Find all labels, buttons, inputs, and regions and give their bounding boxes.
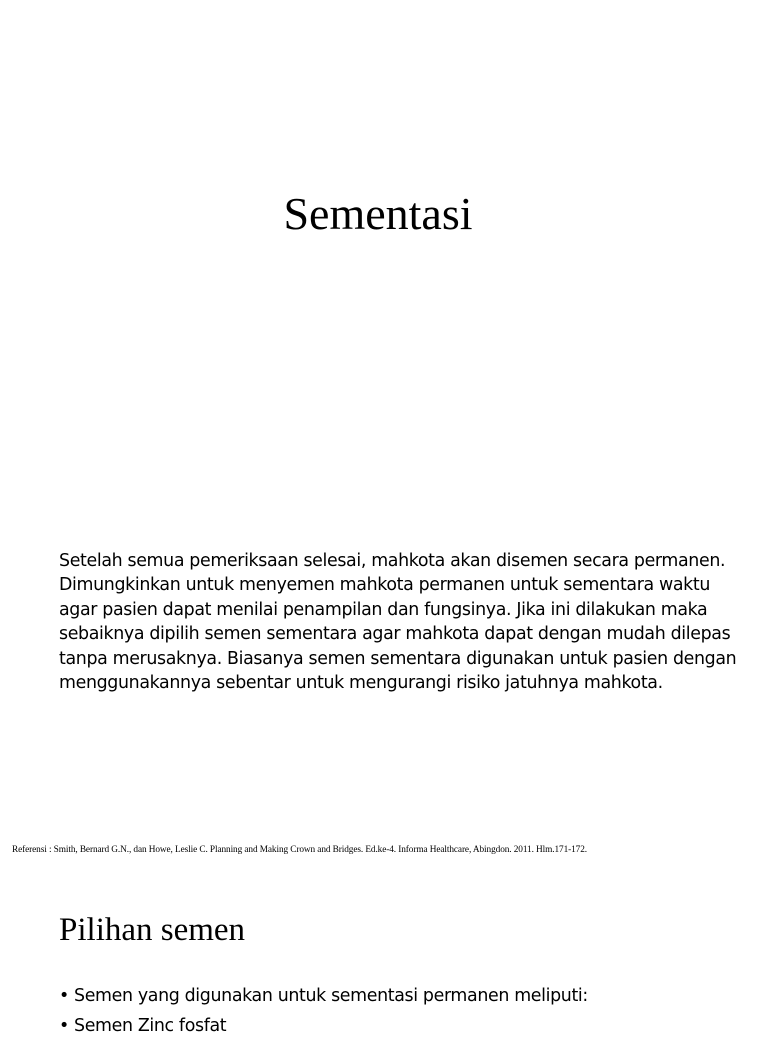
slide-title-pilihan-semen: Pilihan semen bbox=[59, 912, 246, 948]
list-item bbox=[59, 1011, 588, 1041]
slide-title: Sementasi bbox=[283, 188, 473, 239]
bullet-icon: • bbox=[59, 1016, 69, 1036]
reference-citation: Referensi : Smith, Bernard G.N., dan Howe, Leslie C. Planning and Making Crown and Bridges. Ed.ke-4. Informa Healthcare, Abingdon. 2011. Hlm.171-172. bbox=[12, 845, 587, 855]
list-item bbox=[59, 981, 588, 1011]
slide-body-text: Setelah semua pemeriksaan selesai, mahkota akan disemen secara permanen. Dimungkinkan untuk menyemen mahkota permanen untuk sementara waktu agar pasien dapat menilai penampilan dan fungsinya. Jika ini dilakukan maka sebaiknya dipilih semen sementara agar mahkota dapat dengan mudah dilepas tanpa merusaknya. Biasanya semen sementara digunakan untuk pasien dengan menggunakannya sebentar untuk mengurangi risiko jatuhnya mahkota. bbox=[59, 551, 737, 694]
bullet-icon: • bbox=[59, 986, 69, 1006]
list-item-text: Semen Zinc fosfat bbox=[74, 1016, 227, 1036]
list-item-text: Semen yang digunakan untuk sementasi permanen meliputi: bbox=[74, 986, 588, 1006]
bullet-list bbox=[59, 981, 588, 1041]
